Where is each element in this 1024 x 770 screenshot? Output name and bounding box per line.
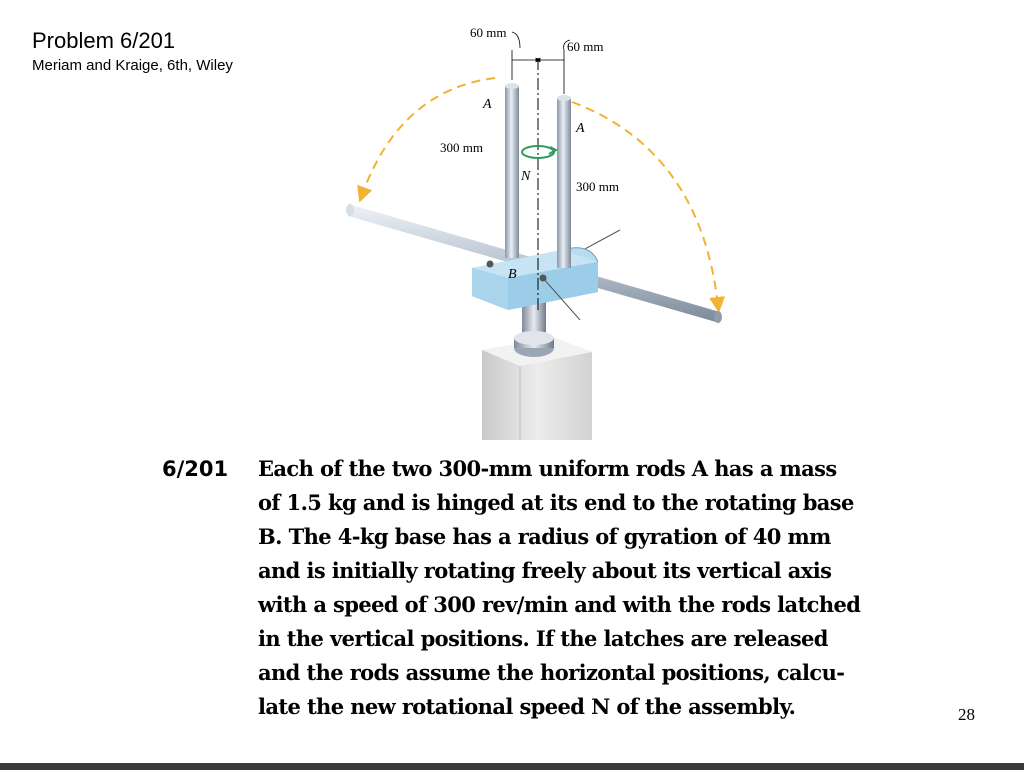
dim-label-60-right: 60 mm: [567, 39, 604, 54]
rod-left: [505, 83, 519, 258]
label-speed-n: N: [521, 169, 531, 184]
dim-label-60-left: 60 mm: [470, 25, 507, 40]
problem-line: B. The 4-kg base has a radius of gyration of 40 mm: [258, 524, 831, 549]
problem-number: 6/201: [162, 457, 229, 481]
hinge-pin-left: [487, 261, 494, 268]
figure-svg: [340, 20, 740, 440]
label-length-left: 300 mm: [440, 140, 483, 155]
problem-figure: [340, 20, 740, 440]
label-length-right: 300 mm: [576, 179, 619, 194]
page-number: 28: [958, 705, 975, 724]
label-rod-left: A: [483, 97, 492, 112]
bottom-bar: [0, 763, 1024, 770]
rod-right: [557, 95, 571, 268]
swing-arc-left: [362, 78, 495, 195]
problem-line: and is initially rotating freely about its vertical axis: [258, 558, 832, 583]
slide-subtitle: Meriam and Kraige, 6th, Wiley: [32, 57, 233, 74]
label-base-b: B: [508, 267, 517, 282]
problem-line: late the new rotational speed N of the assembly.: [258, 694, 796, 719]
problem-line: of 1.5 kg and is hinged at its end to the rotating base: [258, 490, 854, 515]
label-rod-right: A: [576, 121, 585, 136]
problem-text: [258, 452, 878, 724]
problem-line: with a speed of 300 rev/min and with the rods latched: [258, 592, 861, 617]
problem-line: Each of the two 300-mm uniform rods A has a mass: [258, 456, 837, 481]
slide-title: Problem 6/201: [32, 28, 176, 53]
problem-line: and the rods assume the horizontal positions, calcu-: [258, 660, 845, 685]
problem-line: in the vertical positions. If the latches are released: [258, 626, 828, 651]
